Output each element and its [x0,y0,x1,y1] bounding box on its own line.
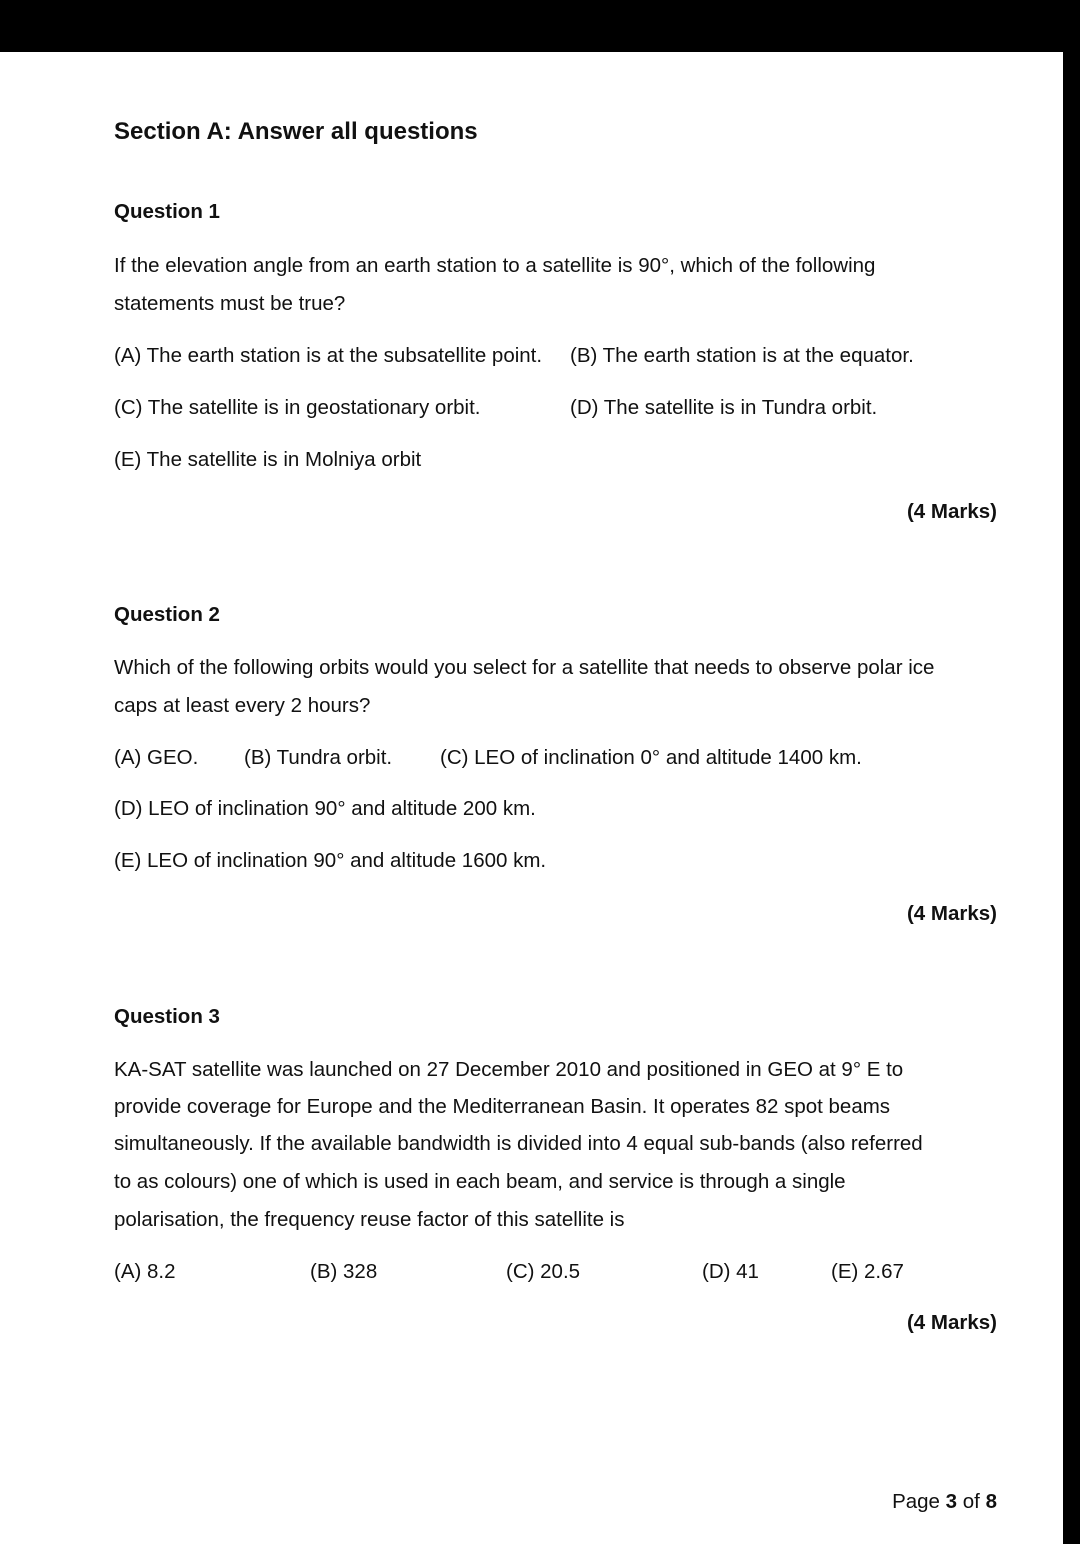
question-3-stem-line-3: simultaneously. If the available bandwidth is divided into 4 equal sub-bands (also referred [114,1132,923,1155]
section-title: Section A: Answer all questions [114,118,478,145]
exam-page [0,52,1063,1544]
question-2-option-c: (C) LEO of inclination 0° and altitude 1400 km. [440,746,862,769]
question-1-option-a: (A) The earth station is at the subsatellite point. [114,344,543,367]
question-1-stem-line-2: statements must be true? [114,292,346,315]
question-2-stem-line-2: caps at least every 2 hours? [114,694,371,717]
question-3-stem-line-1: KA-SAT satellite was launched on 27 December 2010 and positioned in GEO at 9° E to [114,1058,904,1081]
question-1-option-d: (D) The satellite is in Tundra orbit. [570,396,878,419]
question-3-option-a: (A) 8.2 [114,1260,176,1283]
total-page-count: 8 [985,1490,997,1513]
question-3-stem-line-4: to as colours) one of which is used in each beam, and service is through a single [114,1170,846,1193]
question-1-title: Question 1 [114,200,220,223]
question-1-option-c: (C) The satellite is in geostationary orbit. [114,396,481,419]
question-3-stem-line-5: polarisation, the frequency reuse factor of this satellite is [114,1208,625,1231]
question-2-option-a: (A) GEO. [114,746,199,769]
current-page-number: 3 [945,1490,958,1513]
of-label: of [962,1490,980,1513]
question-1-option-b: (B) The earth station is at the equator. [570,344,914,367]
question-3-option-c: (C) 20.5 [506,1260,581,1283]
question-2-stem-line-1: Which of the following orbits would you select for a satellite that needs to observe polar ice [114,656,935,679]
question-2-option-d: (D) LEO of inclination 90° and altitude 200 km. [114,797,536,820]
question-3-stem-line-2: provide coverage for Europe and the Mediterranean Basin. It operates 82 spot beams [114,1095,891,1118]
question-3-option-b: (B) 328 [310,1260,378,1283]
question-2-option-e: (E) LEO of inclination 90° and altitude 1600 km. [114,849,547,872]
page-number-footer [892,1490,997,1514]
question-1-marks: (4 Marks) [906,500,997,523]
question-1-option-e: (E) The satellite is in Molniya orbit [114,448,422,471]
question-2-option-b: (B) Tundra orbit. [244,746,393,769]
question-3-option-e: (E) 2.67 [831,1260,904,1283]
question-3-option-d: (D) 41 [702,1260,759,1283]
question-2-marks: (4 Marks) [906,902,997,925]
question-2-title: Question 2 [114,603,220,626]
question-1-stem-line-1: If the elevation angle from an earth station to a satellite is 90°, which of the following [114,254,876,277]
question-3-marks: (4 Marks) [906,1311,997,1334]
page-label: Page [892,1490,940,1513]
question-3-title: Question 3 [114,1005,220,1028]
